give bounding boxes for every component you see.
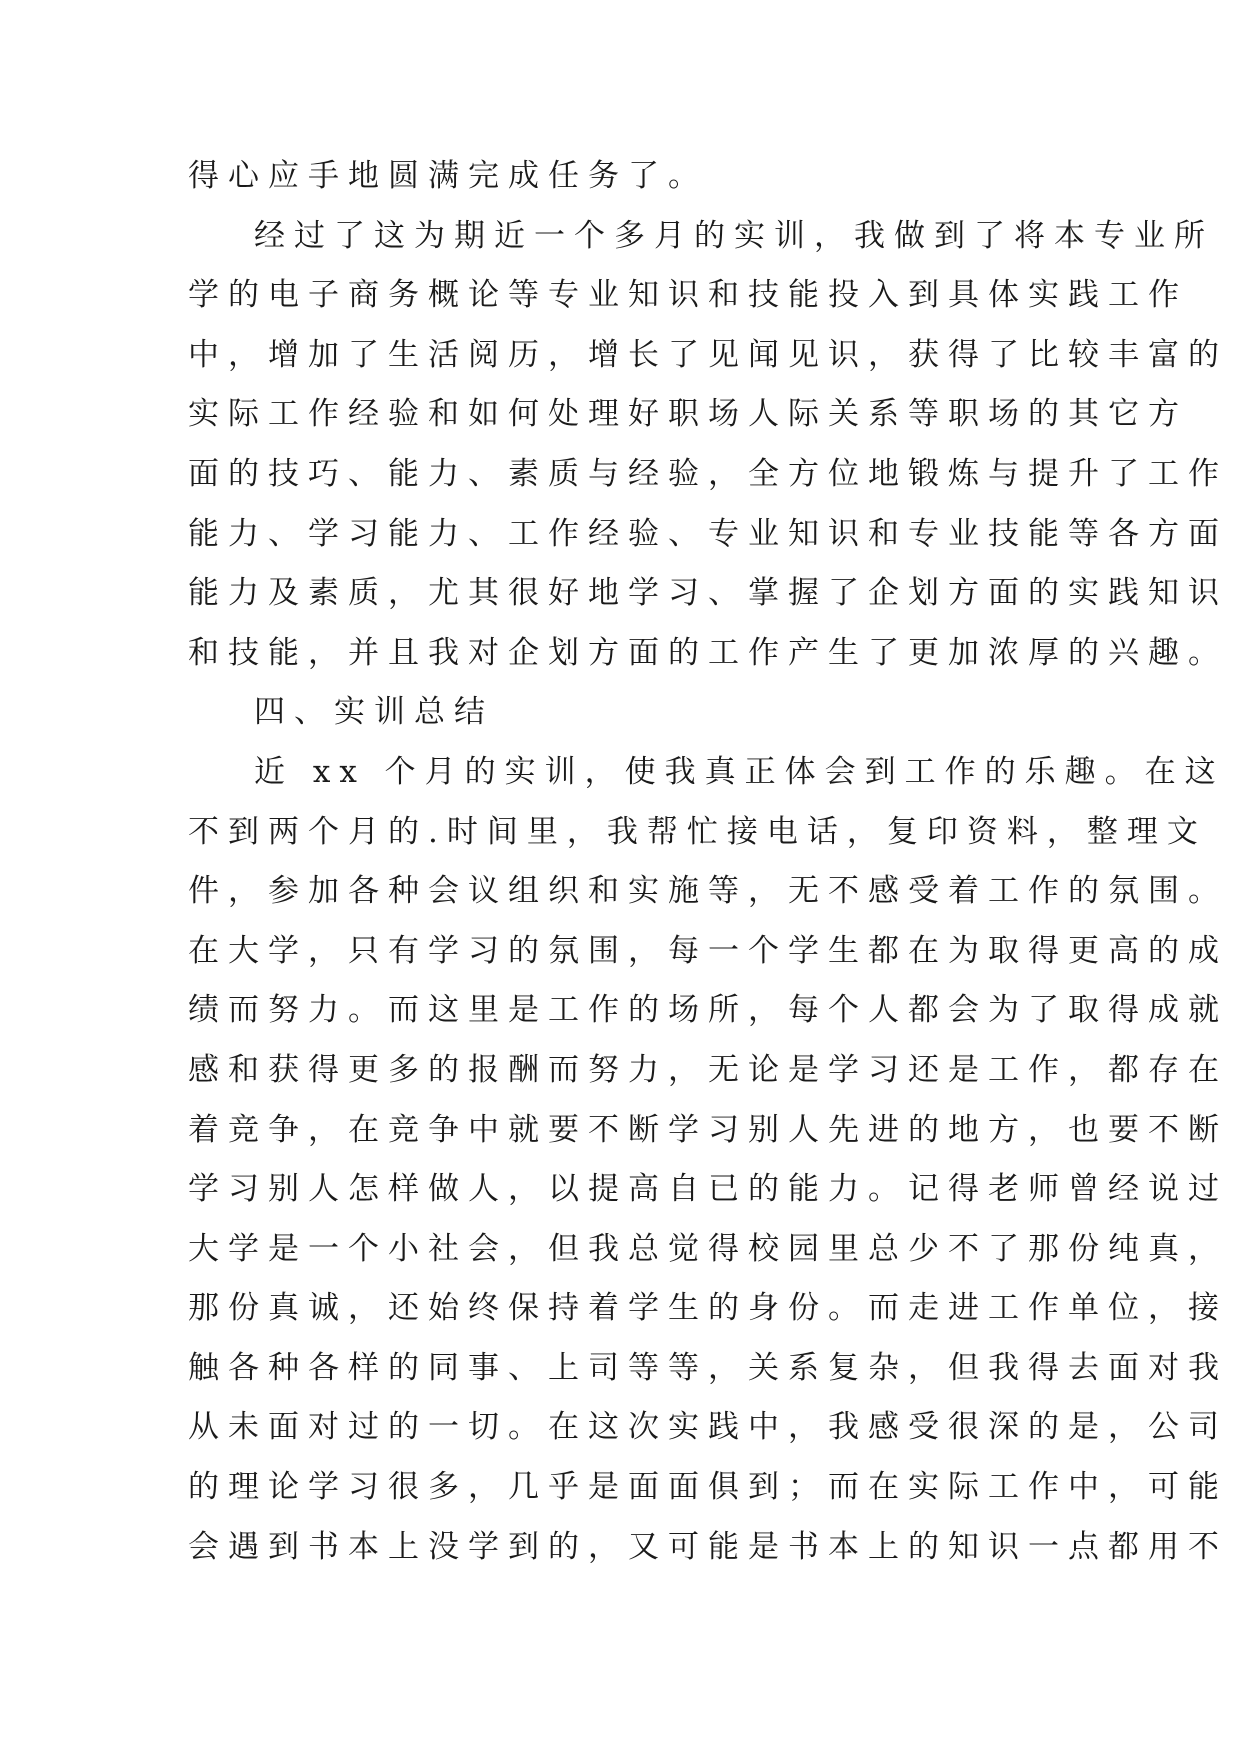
text-line: 着竞争，在竞争中就要不断学习别人先进的地方，也要不断 [188,1111,1228,1148]
text-line: 件，参加各种会议组织和实施等，无不感受着工作的氛围。 [188,873,1228,910]
document-body [188,147,1228,1577]
text-line: 在大学，只有学习的氛围，每一个学生都在为取得更高的成 [188,932,1228,969]
text-line: 大学是一个小社会，但我总觉得校园里总少不了那份纯真， [188,1230,1228,1267]
text-line: 会遇到书本上没学到的，又可能是书本上的知识一点都用不 [188,1528,1228,1565]
text-line: 面的技巧、能力、素质与经验，全方位地锻炼与提升了工作 [188,455,1228,492]
text-line: 不到两个月的.时间里，我帮忙接电话，复印资料，整理文 [188,813,1207,850]
text-line: 感和获得更多的报酬而努力，无论是学习还是工作，都存在 [188,1051,1228,1088]
text-line: 触各种各样的同事、上司等等，关系复杂，但我得去面对我 [188,1349,1228,1386]
text-line: 近 xx 个月的实训，使我真正体会到工作的乐趣。在这 [254,753,1225,790]
text-line: 中，增加了生活阅历，增长了见闻见识，获得了比较丰富的 [188,336,1228,373]
text-line: 和技能，并且我对企划方面的工作产生了更加浓厚的兴趣。 [188,634,1228,671]
text-line: 经过了这为期近一个多月的实训，我做到了将本专业所 [254,217,1214,254]
text-line: 四、实训总结 [254,694,494,731]
text-line: 能力及素质，尤其很好地学习、掌握了企划方面的实践知识 [188,575,1228,612]
text-line: 绩而努力。而这里是工作的场所，每个人都会为了取得成就 [188,992,1228,1029]
text-line: 的理论学习很多，几乎是面面俱到；而在实际工作中，可能 [188,1469,1228,1506]
text-line: 从未面对过的一切。在这次实践中，我感受很深的是，公司 [188,1409,1228,1446]
text-line: 学的电子商务概论等专业知识和技能投入到具体实践工作 [188,277,1188,314]
text-line: 那份真诚，还始终保持着学生的身份。而走进工作单位，接 [188,1290,1228,1327]
text-line: 能力、学习能力、工作经验、专业知识和专业技能等各方面 [188,515,1228,552]
text-line: 实际工作经验和如何处理好职场人际关系等职场的其它方 [188,396,1188,433]
text-line: 得心应手地圆满完成任务了。 [188,158,708,194]
text-line: 学习别人怎样做人，以提高自已的能力。记得老师曾经说过 [188,1171,1228,1208]
